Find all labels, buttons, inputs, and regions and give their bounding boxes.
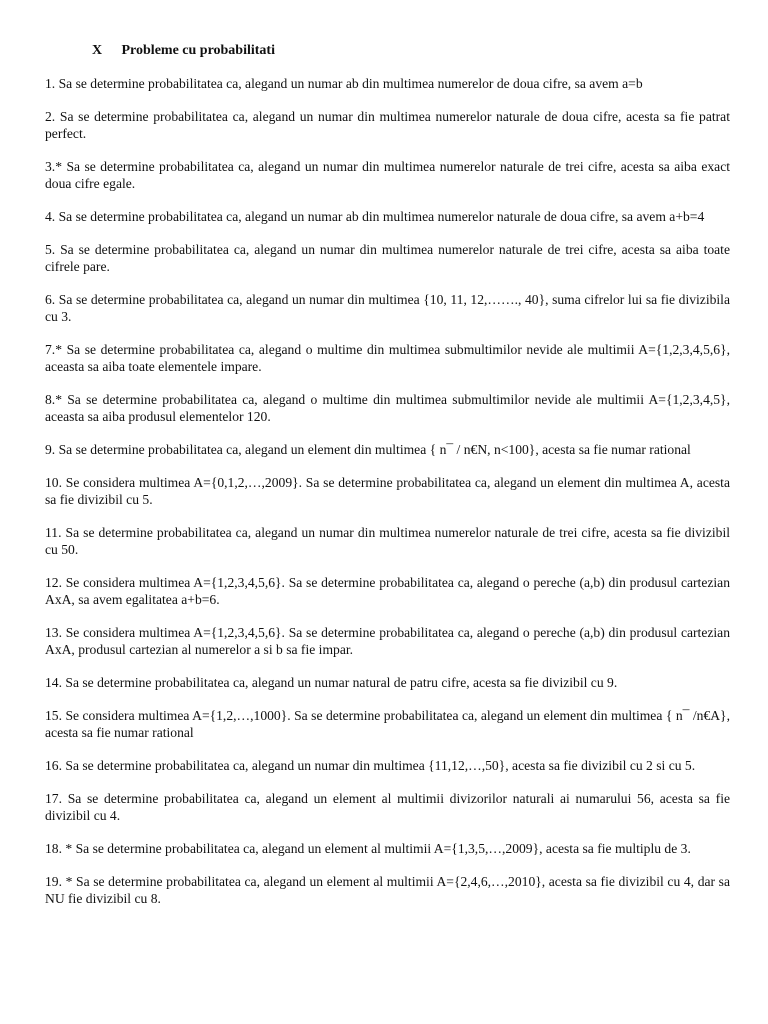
- problem-item: 13. Se considera multimea A={1,2,3,4,5,6}. Sa se determine probabilitatea ca, alegand o pereche (a,b) din produsul cartezian AxA, produsul cartezian al numerelor a si b sa fie impar.: [45, 625, 730, 657]
- problem-item: 8.* Sa se determine probabilitatea ca, alegand o multime din multimea submultimilor nevide ale multimii A={1,2,3,4,5}, aceasta sa aiba produsul elementelor 120.: [45, 392, 730, 424]
- problem-item: 6. Sa se determine probabilitatea ca, alegand un numar din multimea {10, 11, 12,……., 40}, suma cifrelor lui sa fie divizibila cu 3.: [45, 292, 730, 324]
- problem-item: 2. Sa se determine probabilitatea ca, alegand un numar din multimea numerelor naturale de doua cifre, acesta sa fie patrat perfect.: [45, 109, 730, 141]
- problem-item: 18. * Sa se determine probabilitatea ca, alegand un element al multimii A={1,3,5,…,2009}, acesta sa fie multiplu de 3.: [45, 841, 691, 856]
- problem-item: 17. Sa se determine probabilitatea ca, alegand un element al multimii divizorilor naturali ai numarului 56, acesta sa fie divizibil cu 4.: [45, 791, 730, 823]
- problem-item: 16. Sa se determine probabilitatea ca, alegand un numar din multimea {11,12,…,50}, acesta sa fie divizibil cu 2 si cu 5.: [45, 758, 696, 773]
- problem-item: 19. * Sa se determine probabilitatea ca, alegand un element al multimii A={2,4,6,…,2010}, acesta sa fie divizibil cu 4, dar sa NU fie divizibil cu 8.: [45, 874, 730, 906]
- section-number: X: [92, 43, 103, 58]
- problem-item: 9. Sa se determine probabilitatea ca, alegand un element din multimea { n¯ / n€N, n<100}, acesta sa fie numar rational: [45, 442, 691, 457]
- problem-item: 3.* Sa se determine probabilitatea ca, alegand un numar din multimea numerelor naturale de trei cifre, acesta sa aiba exact doua cifre egale.: [45, 159, 730, 191]
- problem-item: 7.* Sa se determine probabilitatea ca, alegand o multime din multimea submultimilor nevide ale multimii A={1,2,3,4,5,6}, aceasta sa aiba toate elementele impare.: [45, 342, 730, 374]
- problem-item: 10. Se considera multimea A={0,1,2,…,2009}. Sa se determine probabilitatea ca, alegand un element din multimea A, acesta sa fie divizibil cu 5.: [45, 475, 730, 507]
- problem-list: [45, 75, 730, 907]
- problem-item: 1. Sa se determine probabilitatea ca, alegand un numar ab din multimea numerelor de doua cifre, sa avem a=b: [45, 76, 643, 91]
- problem-item: 11. Sa se determine probabilitatea ca, alegand un numar din multimea numerelor naturale de trei cifre, acesta sa fie divizibil cu 50.: [45, 525, 730, 557]
- problem-item: 14. Sa se determine probabilitatea ca, alegand un numar natural de patru cifre, acesta sa fie divizibil cu 9.: [45, 675, 618, 690]
- problem-item: 12. Se considera multimea A={1,2,3,4,5,6}. Sa se determine probabilitatea ca, alegand o pereche (a,b) din produsul cartezian AxA, sa avem egalitatea a+b=6.: [45, 575, 730, 607]
- problem-item: 15. Se considera multimea A={1,2,…,1000}. Sa se determine probabilitatea ca, alegand un element din multimea { n¯ /n€A}, acesta sa fie numar rational: [45, 708, 730, 740]
- problem-item: 5. Sa se determine probabilitatea ca, alegand un numar din multimea numerelor naturale de trei cifre, acesta sa aiba toate cifrele pare.: [45, 242, 730, 274]
- section-title: Probleme cu probabilitati: [121, 43, 275, 58]
- section-heading: [92, 42, 730, 60]
- problem-item: 4. Sa se determine probabilitatea ca, alegand un numar ab din multimea numerelor naturale de doua cifre, sa avem a+b=4: [45, 209, 705, 224]
